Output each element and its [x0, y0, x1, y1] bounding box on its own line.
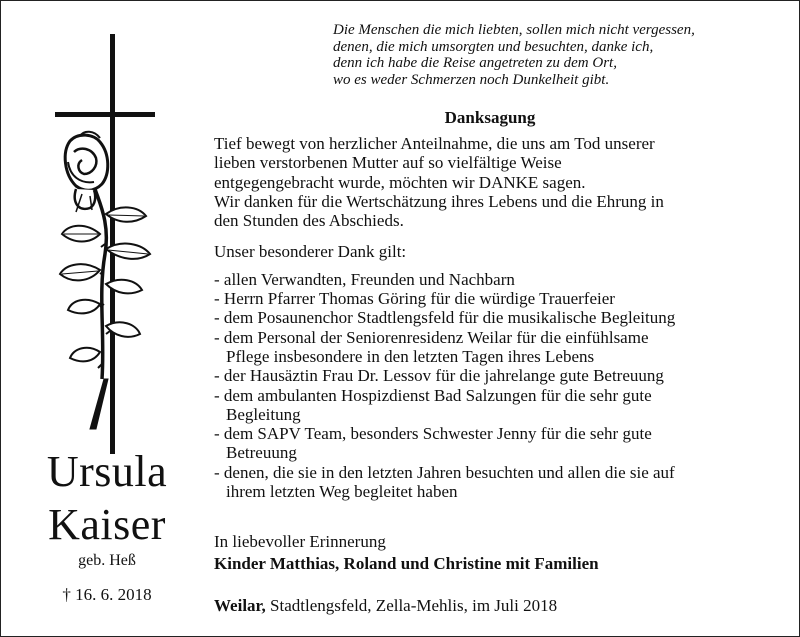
- poem: [333, 22, 783, 88]
- place-date-line: [214, 596, 557, 616]
- poem-line: wo es weder Schmerzen noch Dunkelheit gibt.: [333, 71, 610, 88]
- cross-icon: [50, 34, 170, 454]
- list-item: - dem Personal der Seniorenresidenz Weilar für die einfühlsame: [214, 327, 649, 347]
- list-item-continuation: Pflege insbesondere in den letzten Tagen ihres Lebens: [226, 346, 595, 366]
- list-item: - dem ambulanten Hospizdienst Bad Salzungen für die sehr gute: [214, 385, 652, 405]
- maiden-name: geb. Heß: [78, 552, 136, 569]
- list-item: - dem Posaunenchor Stadtlengsfeld für die musikalische Begleitung: [214, 308, 676, 328]
- list-item-continuation: Betreuung: [226, 443, 297, 463]
- intro-line: den Stunden des Abschieds.: [214, 211, 404, 231]
- list-item: - Herrn Pfarrer Thomas Göring für die würdige Trauerfeier: [214, 289, 615, 309]
- cross-with-rose-illustration: [50, 34, 170, 454]
- spacer: [214, 230, 774, 242]
- death-date: † 16. 6. 2018: [62, 585, 152, 604]
- closing: [214, 531, 774, 575]
- spacer: [214, 262, 774, 270]
- list-item: - dem SAPV Team, besonders Schwester Jenny für die sehr gute: [214, 424, 652, 444]
- remembrance-line: In liebevoller Erinnerung: [214, 532, 386, 551]
- rose-icon: [60, 132, 150, 429]
- intro-line: Tief bewegt von herzlicher Anteilnahme, die uns am Tod unserer: [214, 134, 655, 153]
- list-item-continuation: Begleitung: [226, 404, 301, 424]
- intro-line: entgegengebracht wurde, möchten wir DANKE sagen.: [214, 172, 586, 192]
- place-rest: Stadtlengsfeld, Zella-Mehlis, im Juli 2018: [265, 596, 558, 615]
- signers: Kinder Matthias, Roland und Christine mit Familien: [214, 554, 599, 573]
- deceased-first-name: Ursula: [46, 447, 168, 496]
- list-item-continuation: ihrem letzten Weg begleitet haben: [226, 482, 458, 502]
- intro-line: Wir danken für die Wertschätzung ihres Lebens und die Ehrung in: [214, 191, 664, 211]
- intro-line: lieben verstorbenen Mutter auf so vielfältige Weise: [214, 153, 562, 173]
- list-item: - der Hausäztin Frau Dr. Lessov für die jahrelange gute Betreuung: [214, 366, 664, 386]
- poem-line: Die Menschen die mich liebten, sollen mich nicht vergessen,: [333, 22, 695, 38]
- thanks-text: [214, 134, 774, 501]
- list-item: - allen Verwandten, Freunden und Nachbarn: [214, 269, 515, 289]
- poem-line: denen, die mich umsorgten und besuchten, danke ich,: [333, 38, 654, 55]
- thanks-list: [214, 270, 774, 502]
- heading-danksagung: Danksagung: [444, 108, 536, 127]
- place-bold: Weilar,: [214, 596, 266, 615]
- poem-line: denn ich habe die Reise angetreten zu dem Ort,: [333, 55, 617, 71]
- deceased-last-name: Kaiser: [48, 500, 166, 549]
- thanks-intro: Unser besonderer Dank gilt:: [214, 242, 407, 262]
- list-item: - denen, die sie in den letzten Jahren besuchten und allen die sie auf: [214, 462, 675, 482]
